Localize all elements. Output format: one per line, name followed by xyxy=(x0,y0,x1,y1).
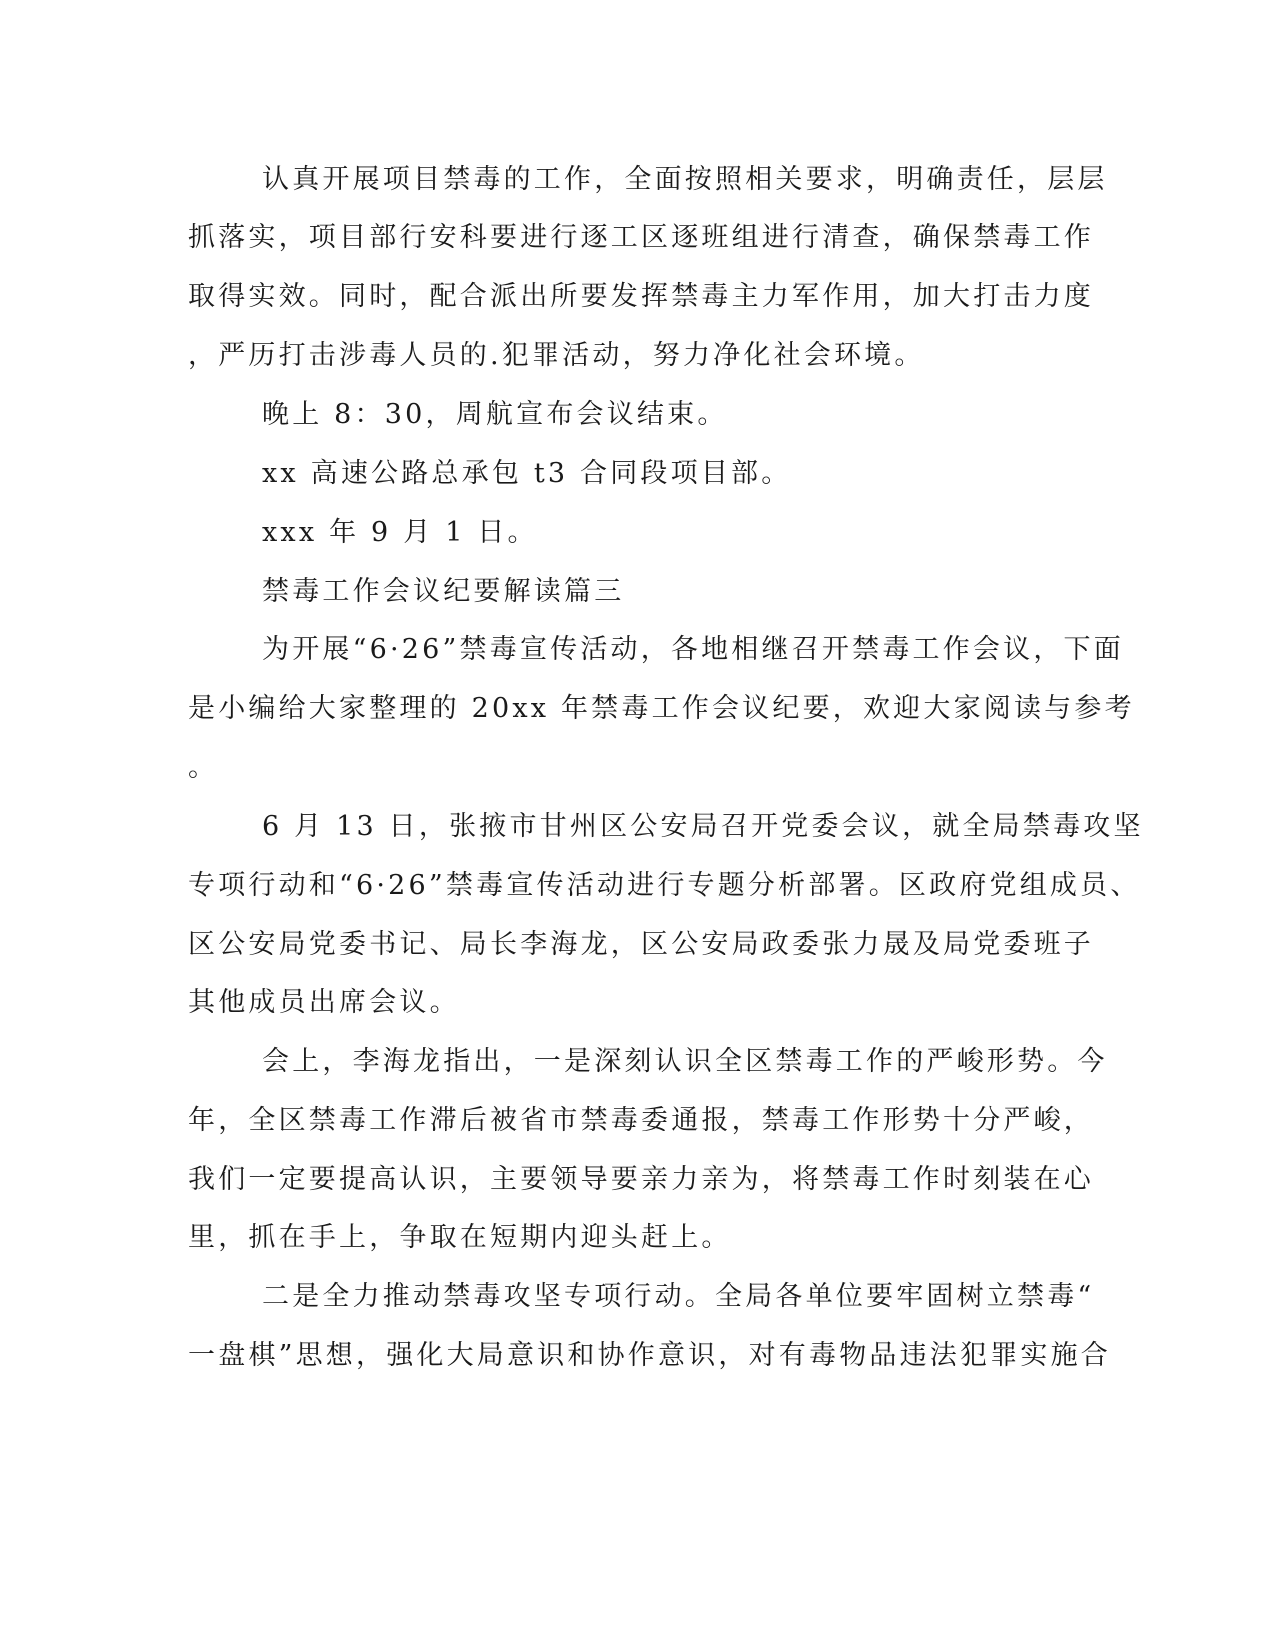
paragraph-line: 专项行动和“6·26”禁毒宣传活动进行专题分析部署。区政府党组成员、 xyxy=(188,870,1141,901)
paragraph-line: 区公安局党委书记、局长李海龙，区公安局政委张力晟及局党委班子 xyxy=(188,929,1094,960)
section-heading: 禁毒工作会议纪要解读篇三 xyxy=(262,576,625,607)
paragraph-line: ，严历打击涉毒人员的.犯罪活动，努力净化社会环境。 xyxy=(188,340,925,371)
paragraph-line: 一盘棋”思想，强化大局意识和协作意识，对有毒物品违法犯罪实施合 xyxy=(188,1340,1112,1371)
paragraph-line: 年，全区禁毒工作滞后被省市禁毒委通报，禁毒工作形势十分严峻， xyxy=(188,1105,1094,1136)
paragraph-line: 为开展“6·26”禁毒宣传活动，各地相继召开禁毒工作会议，下面 xyxy=(262,634,1124,665)
paragraph-line: 会上，李海龙指出，一是深刻认识全区禁毒工作的严峻形势。今 xyxy=(262,1046,1108,1077)
paragraph-line: 里，抓在手上，争取在短期内迎头赶上。 xyxy=(188,1222,732,1253)
paragraph-line: 认真开展项目禁毒的工作，全面按照相关要求，明确责任，层层 xyxy=(262,164,1108,195)
paragraph-line: 我们一定要提高认识，主要领导要亲力亲为，将禁毒工作时刻装在心 xyxy=(188,1164,1094,1195)
paragraph-line: 其他成员出席会议。 xyxy=(188,987,460,1018)
paragraph-line: 6 月 13 日，张掖市甘州区公安局召开党委会议，就全局禁毒攻坚 xyxy=(262,811,1144,842)
paragraph-line: 晚上 8：30，周航宣布会议结束。 xyxy=(262,399,728,430)
paragraph-line: 取得实效。同时，配合派出所要发挥禁毒主力军作用，加大打击力度 xyxy=(188,281,1094,312)
paragraph-line: 是小编给大家整理的 20xx 年禁毒工作会议纪要，欢迎大家阅读与参考 xyxy=(188,693,1135,724)
paragraph-line: xx 高速公路总承包 t3 合同段项目部。 xyxy=(262,458,792,489)
paragraph-line: 。 xyxy=(188,752,219,783)
paragraph-line: 二是全力推动禁毒攻坚专项行动。全局各单位要牢固树立禁毒“ xyxy=(262,1281,1095,1312)
paragraph-line: xxx 年 9 月 1 日。 xyxy=(262,517,538,548)
paragraph-line: 抓落实，项目部行安科要进行逐工区逐班组进行清查，确保禁毒工作 xyxy=(188,222,1094,253)
